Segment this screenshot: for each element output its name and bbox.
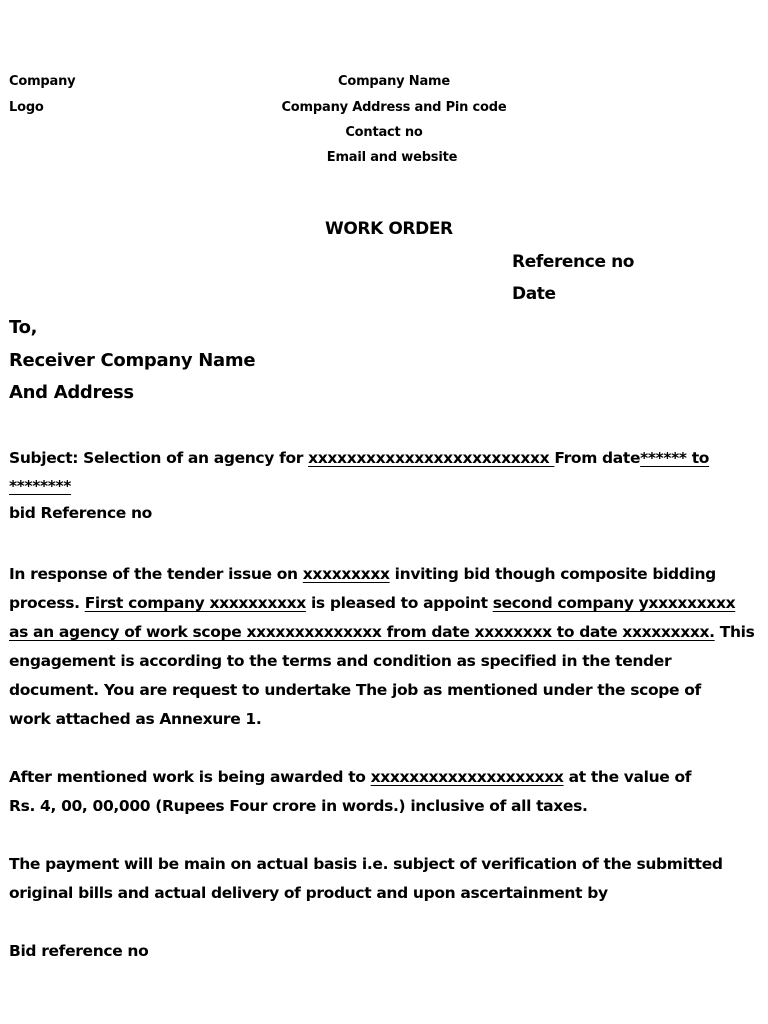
para1-text: This: [714, 623, 755, 641]
subject-from-label: From date: [554, 449, 641, 467]
para2-line2: Rs. 4, 00, 00,000 (Rupees Four crore in words.) inclusive of all taxes.: [9, 797, 588, 815]
paragraph-award-value: [9, 763, 749, 821]
tender-date-placeholder: xxxxxxxxx: [302, 565, 390, 583]
para1-text: is pleased to appoint: [305, 594, 493, 612]
para2-line1: [9, 763, 749, 792]
recipient-to: To,: [9, 317, 38, 338]
para3-line2: original bills and actual delivery of product and upon ascertainment by: [9, 884, 608, 902]
work-scope-placeholder: as an agency of work scope xxxxxxxxxxxxxx from date xxxxxxxx to date xxxxxxxxx.: [9, 623, 715, 641]
subject-prefix: Subject: Selection of an agency for: [9, 449, 309, 467]
para1-text: inviting bid though composite bidding: [389, 565, 716, 583]
subject-bid-reference: bid Reference no: [9, 504, 152, 522]
para1-text: process.: [9, 594, 85, 612]
para1-text: In response of the tender issue on: [9, 565, 303, 583]
subject-block: [9, 444, 749, 528]
para2-text: After mentioned work is being awarded to: [9, 768, 371, 786]
document-title: WORK ORDER: [325, 219, 453, 239]
subject-line1: [9, 444, 749, 473]
company-email: Email and website: [326, 150, 458, 165]
para1-line3: [9, 618, 755, 647]
para3-line1: The payment will be main on actual basis i.e. subject of verification of the submitted: [9, 855, 723, 873]
para1-line2: [9, 589, 749, 618]
second-company-placeholder: second company yxxxxxxxxx: [492, 594, 736, 612]
para1-line6: work attached as Annexure 1.: [9, 710, 262, 728]
subject-to-value: ********: [9, 477, 72, 495]
para1-line1: [9, 560, 749, 589]
first-company-placeholder: First company xxxxxxxxxx: [84, 594, 306, 612]
company-address: Company Address and Pin code: [281, 100, 507, 115]
company-logo-line1: Company: [9, 74, 76, 89]
reference-no: Reference no: [512, 252, 635, 272]
footer-bid-reference: Bid reference no: [9, 942, 149, 960]
company-contact: Contact no: [345, 125, 423, 140]
paragraph-payment-terms: [9, 850, 749, 908]
footer-block: [9, 937, 749, 966]
subject-scope: xxxxxxxxxxxxxxxxxxxxxxxxx: [308, 449, 555, 467]
reference-date: Date: [512, 284, 556, 304]
company-name: Company Name: [338, 74, 450, 89]
para1-line5: document. You are request to undertake The job as mentioned under the scope of: [9, 681, 701, 699]
company-logo-line2: Logo: [9, 100, 44, 115]
subject-from-value: ****** to: [640, 449, 710, 467]
recipient-name: Receiver Company Name: [9, 350, 256, 371]
para2-text: at the value of: [563, 768, 692, 786]
recipient-address: And Address: [9, 382, 134, 403]
para1-line4: engagement is according to the terms and condition as specified in the tender: [9, 652, 672, 670]
subject-line2: [9, 473, 749, 499]
awardee-placeholder: xxxxxxxxxxxxxxxxxxxx: [370, 768, 564, 786]
paragraph-tender-response: [9, 560, 755, 734]
